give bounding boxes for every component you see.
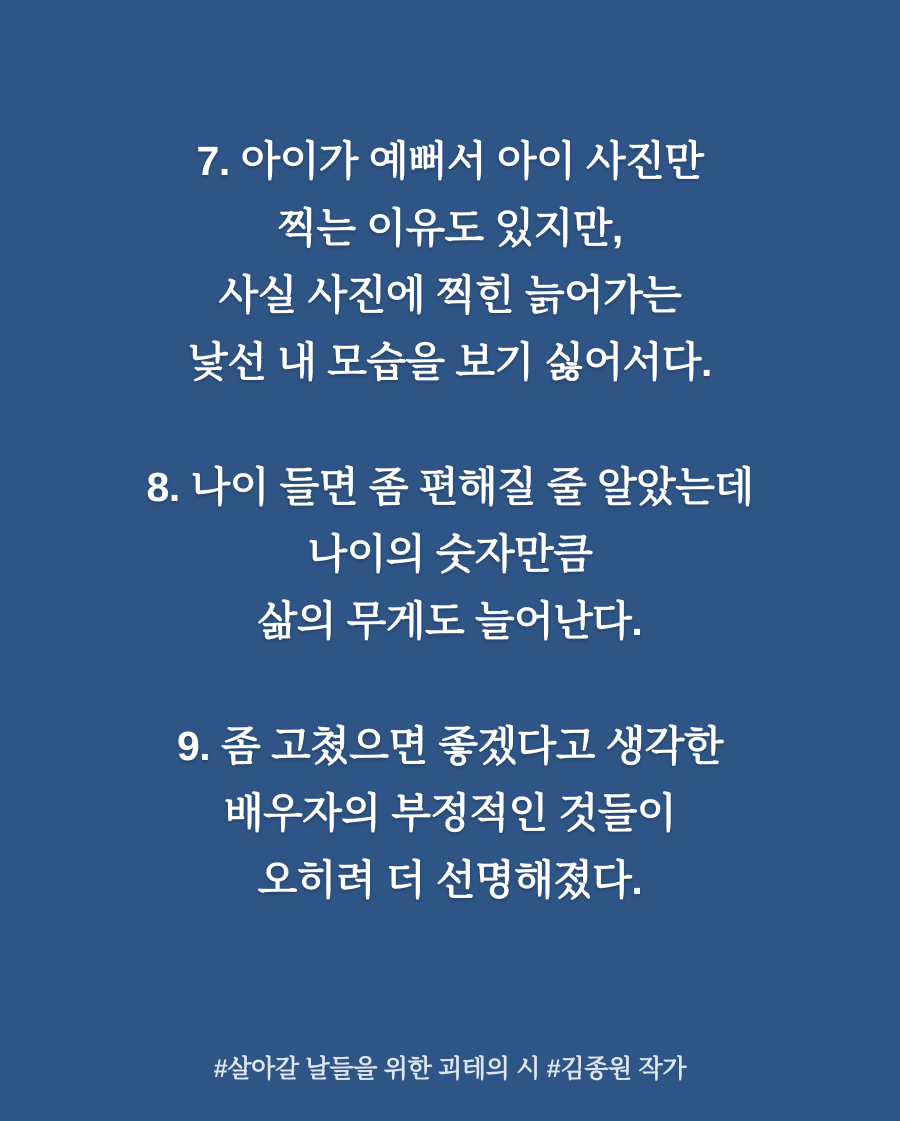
stanza-8 bbox=[0, 454, 900, 655]
stanza-7-line-3: 사실 사진에 찍힌 늙어가는 bbox=[218, 272, 682, 318]
stanza-7-line-4: 낯선 내 모습을 보기 싫어서다. bbox=[188, 339, 712, 385]
stanza-9 bbox=[0, 713, 900, 914]
stanza-7-line-1: 7. 아이가 예뻐서 아이 사진만 bbox=[196, 138, 704, 184]
stanza-7-line-2: 찍는 이유도 있지만, bbox=[277, 205, 623, 251]
stanza-9-line-2: 배우자의 부정적인 것들이 bbox=[224, 790, 676, 836]
stanza-9-line-3: 오히려 더 선명해졌다. bbox=[257, 857, 643, 903]
stanza-9-line-1: 9. 좀 고쳤으면 좋겠다고 생각한 bbox=[176, 723, 724, 769]
stanza-8-line-2: 나이의 숫자만큼 bbox=[307, 531, 593, 577]
stanza-8-line-3: 삶의 무게도 늘어난다. bbox=[257, 598, 643, 644]
stanza-8-line-1: 8. 나이 들면 좀 편해질 줄 알았는데 bbox=[146, 464, 754, 510]
hashtag-footer: #살아갈 날들을 위한 괴테의 시 #김종원 작가 bbox=[213, 1055, 687, 1083]
stanza-7 bbox=[0, 128, 900, 396]
